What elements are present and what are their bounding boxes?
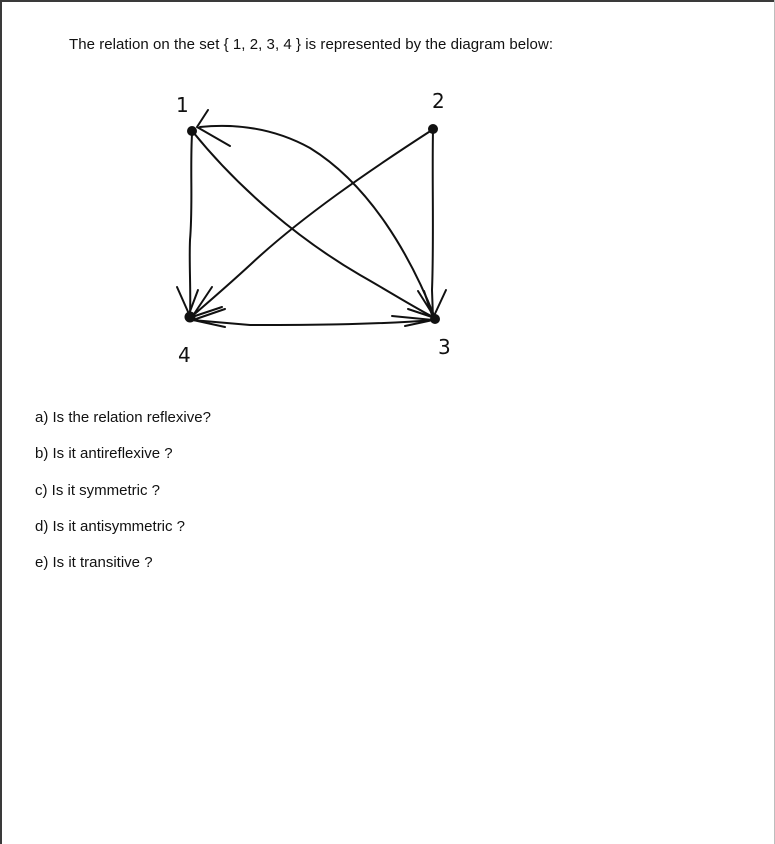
- edge-3-4: [192, 320, 435, 325]
- edge-1-3: [193, 132, 435, 318]
- node-3-dot: [430, 314, 440, 324]
- question-c: c) Is it symmetric ?: [35, 481, 161, 499]
- question-list: [35, 409, 211, 590]
- edge-3-1: [200, 126, 435, 318]
- node-1-label: 1: [176, 93, 189, 117]
- node-1-dot: [187, 126, 197, 136]
- arrowhead-3-1: [197, 110, 230, 146]
- arrowhead-1-4: [177, 287, 198, 314]
- edge-2-4: [190, 130, 432, 318]
- question-d: d) Is it antisymmetric ?: [35, 517, 186, 535]
- edge-1-4: [190, 134, 192, 314]
- node-4-label: 4: [178, 343, 191, 367]
- edge-2-3: [432, 130, 433, 318]
- question-b: b) Is it antireflexive ?: [35, 445, 173, 463]
- node-4-dot: [185, 312, 196, 323]
- intro-text: The relation on the set { 1, 2, 3, 4 } is represented by the diagram below:: [69, 36, 554, 53]
- question-e: e) Is it transitive ?: [35, 554, 153, 572]
- node-2-label: 2: [432, 89, 445, 113]
- question-a: a) Is the relation reflexive?: [35, 409, 211, 426]
- node-2-dot: [428, 124, 438, 134]
- node-3-label: 3: [438, 335, 451, 359]
